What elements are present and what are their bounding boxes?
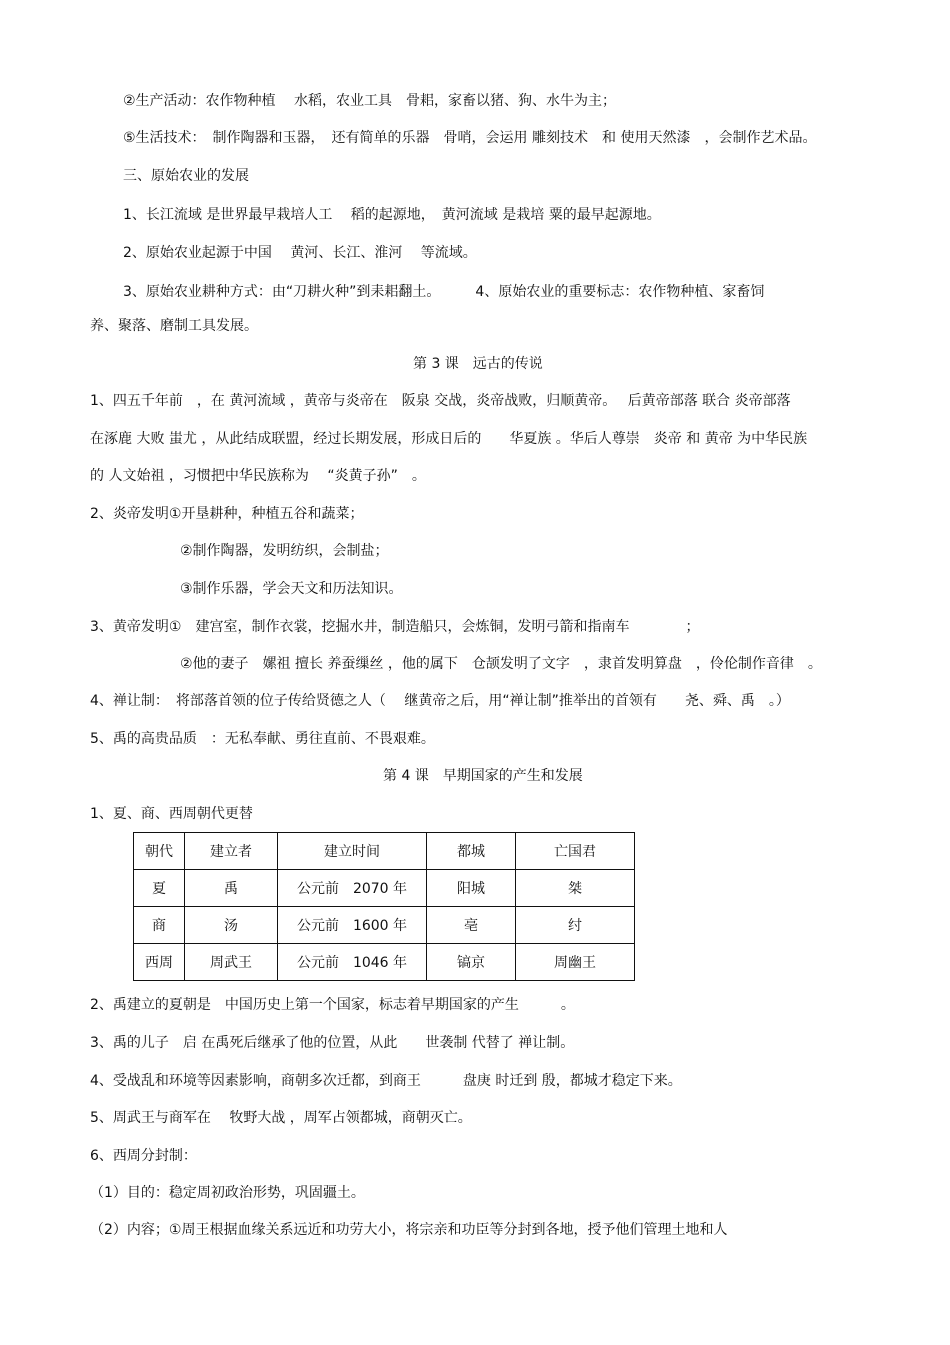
lesson3-p3-line1: 3、黄帝发明① 建宫室，制作衣裳，挖掘水井，制造船只，会炼铜，发明弓箭和指南车 ；	[90, 619, 700, 635]
lesson4-p6-purpose: （1）目的：稳定周初政治形势，巩固疆土。	[90, 1185, 365, 1201]
table-cell: 公元前 2070 年	[278, 870, 427, 907]
table-cell: 公元前 1600 年	[278, 907, 427, 944]
lesson3-p2-line1: 2、炎帝发明①开垦耕种，种植五谷和蔬菜；	[90, 506, 364, 522]
line-origin: 2、原始农业起源于中国 黄河、长江、淮河 等流域。	[123, 245, 477, 261]
table-cell: 禹	[185, 870, 278, 907]
table-row	[134, 944, 635, 981]
table-cell: 商	[134, 907, 185, 944]
table-row	[134, 870, 635, 907]
lesson4-p6-content: （2）内容；①周王根据血缘关系远近和功劳大小，将宗亲和功臣等分封到各地，授予他们管理土地和人	[90, 1222, 728, 1238]
table-cell: 桀	[516, 870, 635, 907]
table-header: 朝代	[134, 833, 185, 870]
lesson-3-title: 第 3 课 远古的传说	[413, 356, 543, 372]
lesson4-p5: 5、周武王与商军在 牧野大战 ，周军占领都城，商朝灭亡。	[90, 1110, 472, 1126]
line-production: ②生产活动：农作物种植 水稻，农业工具 骨耜，家畜以猪、狗、水牛为主；	[123, 93, 616, 109]
table-header-row	[134, 833, 635, 870]
table-cell: 周武王	[185, 944, 278, 981]
lesson4-p1: 1、夏、商、西周朝代更替	[90, 806, 253, 822]
table-header: 都城	[427, 833, 516, 870]
table-header: 建立者	[185, 833, 278, 870]
lesson3-p3-line2: ②他的妻子 嫘祖 擅长 养蚕缫丝 ，他的属下 仓颉发明了文字 ，隶首发明算盘 ，伶伦制作音律 。	[180, 656, 822, 672]
line-living-skills: ⑤生活技术： 制作陶器和玉器， 还有简单的乐器 骨哨，会运用 雕刻技术 和 使用天然漆 ，会制作艺术品。	[123, 130, 817, 146]
lesson4-p6: 6、西周分封制：	[90, 1148, 197, 1164]
table-cell: 镐京	[427, 944, 516, 981]
table-cell: 夏	[134, 870, 185, 907]
table-cell: 亳	[427, 907, 516, 944]
table-row	[134, 907, 635, 944]
lesson4-p3: 3、禹的儿子 启 在禹死后继承了他的位置，从此 世袭制 代替了 禅让制。	[90, 1035, 575, 1051]
lesson3-p2-line2: ②制作陶器，发明纺织，会制盐；	[180, 543, 389, 559]
table-header: 亡国君	[516, 833, 635, 870]
line-farming-method: 3、原始农业耕种方式：由“刀耕火种”到耒耜翻土。 4、原始农业的重要标志：农作物种植、家畜饲	[123, 284, 765, 300]
table-header: 建立时间	[278, 833, 427, 870]
lesson4-p2: 2、禹建立的夏朝是 中国历史上第一个国家，标志着早期国家的产生 。	[90, 997, 575, 1013]
section-heading: 三、原始农业的发展	[123, 168, 249, 184]
lesson3-p1-line1: 1、四五千年前 ，在 黄河流域 ，黄帝与炎帝在 阪泉 交战，炎帝战败，归顺黄帝。 后黄帝部落 联合 炎帝部落	[90, 393, 791, 409]
lesson-4-title: 第 4 课 早期国家的产生和发展	[383, 768, 583, 784]
table-cell: 阳城	[427, 870, 516, 907]
line-farming-method-cont: 养、聚落、磨制工具发展。	[90, 318, 258, 334]
table-cell: 纣	[516, 907, 635, 944]
lesson3-p1-line2: 在涿鹿 大败 蚩尤 ，从此结成联盟，经过长期发展，形成日后的 华夏族 。华后人尊崇 炎帝 和 黄帝 为中华民族	[90, 431, 808, 447]
table-cell: 周幽王	[516, 944, 635, 981]
lesson3-p5: 5、禹的高贵品质 ：无私奉献、勇往直前、不畏艰难。	[90, 731, 435, 747]
table-cell: 西周	[134, 944, 185, 981]
lesson3-p4: 4、禅让制： 将部落首领的位子传给贤德之人（ 继黄帝之后，用“禅让制”推举出的首领有 尧、舜、禹 。）	[90, 693, 790, 709]
table-cell: 公元前 1046 年	[278, 944, 427, 981]
dynasty-table	[133, 832, 635, 981]
lesson3-p1-line3: 的 人文始祖 ，习惯把中华民族称为 “炎黄子孙” 。	[90, 468, 426, 484]
lesson4-p4: 4、受战乱和环境等因素影响，商朝多次迁都，到商王 盘庚 时迁到 殷，都城才稳定下来。	[90, 1073, 682, 1089]
lesson3-p2-line3: ③制作乐器，学会天文和历法知识。	[180, 581, 403, 597]
line-yangtze: 1、长江流域 是世界最早栽培人工 稻的起源地， 黄河流域 是栽培 粟的最早起源地。	[123, 207, 661, 223]
table-cell: 汤	[185, 907, 278, 944]
